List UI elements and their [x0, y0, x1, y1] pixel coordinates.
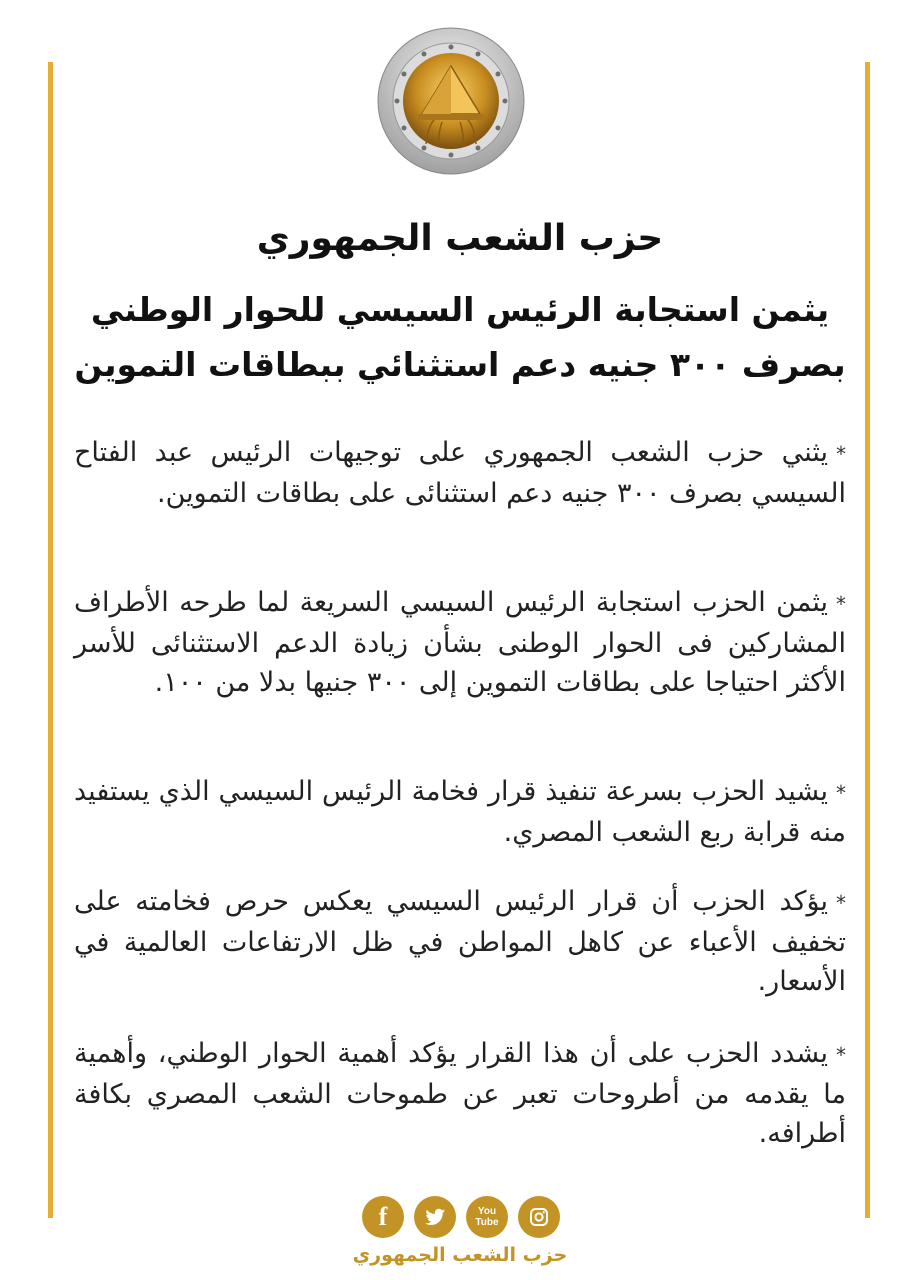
statement-paragraph-2: [74, 583, 846, 702]
footer-party-name: حزب الشعب الجمهوري: [352, 1244, 568, 1266]
party-title: حزب الشعب الجمهوري: [256, 218, 664, 259]
statement-paragraph-5: [74, 1034, 846, 1153]
headline-line-1: يثمن استجابة الرئيس السيسي للحوار الوطني: [90, 290, 830, 329]
left-border-line: [48, 62, 53, 1218]
statement-paragraph-3: [74, 772, 846, 852]
paragraph-text: يثمن الحزب استجابة الرئيس السيسي السريعة لما طرحه الأطراف المشاركين فى الحوار الوطنى بشأن زيادة الدعم الاستثنائى للأسر الأكثر احتياجا على بطاقات التموين إلى ٣٠٠ جنيها بدلا من ١٠٠.: [74, 587, 846, 698]
headline-line-2: بصرف ٣٠٠ جنيه دعم استثنائي ببطاقات التموين: [74, 345, 846, 384]
party-logo: [376, 26, 526, 176]
bullet-marker: *: [836, 592, 846, 616]
statement-paragraph-4: [74, 882, 846, 1001]
twitter-icon[interactable]: [414, 1196, 456, 1238]
right-border-line: [865, 62, 870, 1218]
paragraph-text: يشيد الحزب بسرعة تنفيذ قرار فخامة الرئيس السيسي الذي يستفيد منه قرابة ربع الشعب المصري.: [74, 776, 846, 848]
instagram-icon[interactable]: [518, 1196, 560, 1238]
bullet-marker: *: [836, 1043, 846, 1067]
bullet-marker: *: [836, 781, 846, 805]
paragraph-text: يؤكد الحزب أن قرار الرئيس السيسي يعكس حرص فخامته على تخفيف الأعباء عن كاهل المواطن في ظل الارتفاعات العالمية في الأسعار.: [74, 886, 846, 997]
social-links: [362, 1196, 562, 1240]
youtube-label: You Tube: [475, 1206, 499, 1228]
facebook-icon[interactable]: [362, 1196, 404, 1238]
paragraph-text: يثني حزب الشعب الجمهوري على توجيهات الرئيس عبد الفتاح السيسي بصرف ٣٠٠ جنيه دعم استثنائى على بطاقات التموين.: [74, 437, 846, 509]
paragraph-text: يشدد الحزب على أن هذا القرار يؤكد أهمية الحوار الوطني، وأهمية ما يقدمه من أطروحات تعبر عن طموحات الشعب المصري بكافة أطرافه.: [74, 1038, 846, 1149]
statement-paragraph-1: [74, 433, 846, 513]
facebook-label: f: [378, 1202, 388, 1231]
bullet-marker: *: [836, 891, 846, 915]
youtube-icon[interactable]: [466, 1196, 508, 1238]
bullet-marker: *: [836, 442, 846, 466]
